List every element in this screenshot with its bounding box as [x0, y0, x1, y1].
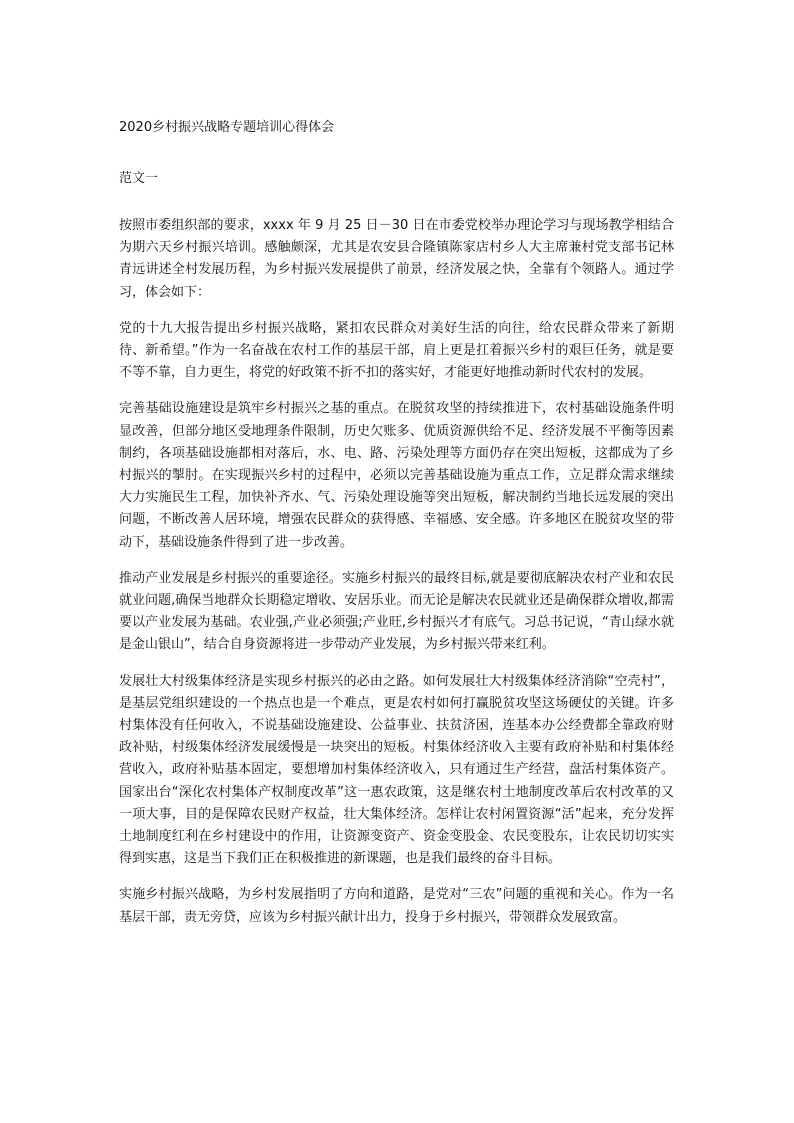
paragraph-infrastructure: 完善基础设施建设是筑牢乡村振兴之基的重点。在脱贫攻坚的持续推进下，农村基础设施条件明显改善，但部分地区受地理条件限制，历史欠账多、优质资源供给不足、经济发展不平衡等因素制约，各项基础设施都相对落后，水、电、路、污染处理等方面仍存在突出短板，这都成为了乡村振兴的掣肘。在实现振兴乡村的过程中，必须以完善基础设施为重点工作，立足群众需求继续大力实施民生工程，加快补齐水、气、污染处理设施等突出短板，解决制约当地长远发展的突出问题，不断改善人居环境，增强农民群众的获得感、幸福感、安全感。许多地区在脱贫攻坚的带动下，基础设施条件得到了进一步改善。 — [119, 401, 674, 550]
document-title: 2020乡村振兴战略专题培训心得体会 — [119, 120, 335, 135]
paragraph-strategy: 党的十九大报告提出乡村振兴战略，紧扣农民群众对美好生活的向往，给农民群众带来了新期待、新希望。”作为一名奋战在农村工作的基层干部，肩上更是扛着振兴乡村的艰巨任务，就是要不等不靠，自力更生，将党的好政策不折不扣的落实好，才能更好地推动新时代农村的发展。 — [119, 320, 674, 381]
document-body — [119, 118, 674, 943]
paragraph-collective-economy: 发展壮大村级集体经济是实现乡村振兴的必由之路。如何发展壮大村级集体经济消除“空壳村”，是基层党组织建设的一个热点也是一个难点，更是农村如何打赢脱贫攻坚这场硬仗的关键。许多村集体没有任何收入，不说基础设施建设、公益事业、扶贫济困，连基本办公经费都全靠政府财政补贴，村级集体经济发展缓慢是一块突出的短板。村集体经济收入主要有政府补贴和村集体经营收入，政府补贴基本固定，要想增加村集体经济收入，只有通过生产经营，盘活村集体资产。国家出台“深化农村集体产权制度改革”这一惠农政策，这是继农村土地制度改革后农村改革的又一项大事，目的是保障农民财产权益，壮大集体经济。怎样让农村闲置资源“活”起来，充分发挥土地制度红利在乡村建设中的作用，让资源变资产、资金变股金、农民变股东，让农民切切实实得到实惠，这是当下我们正在积极推进的新课题，也是我们最终的奋斗目标。 — [119, 673, 674, 867]
paragraph-industry: 推动产业发展是乡村振兴的重要途径。实施乡村振兴的最终目标,就是要彻底解决农村产业和农民就业问题,确保当地群众长期稳定增收、安居乐业。而无论是解决农民就业还是确保群众增收,都需要以产业发展为基础。农业强,产业必须强;产业旺,乡村振兴才有底气。习总书记说，“青山绿水就是金山银山”，结合自身资源将进一步带动产业发展，为乡村振兴带来红利。 — [119, 570, 674, 653]
section-label: 范文一 — [119, 171, 159, 186]
paragraph-conclusion: 实施乡村振兴战略，为乡村发展指明了方向和道路，是党对“三农”问题的重视和关心。作为一名基层干部，责无旁贷，应该为乡村振兴献计出力，投身于乡村振兴，带领群众发展致富。 — [119, 887, 674, 925]
paragraph-intro: 按照市委组织部的要求，xxxx 年 9 月 25 日－30 日在市委党校举办理论学习与现场教学相结合为期六天乡村振兴培训。感触颇深，尤其是农安县合隆镇陈家店村乡人大主席兼村党支部书记林青远讲述全村发展历程，为乡村振兴发展提供了前景，经济发展之快，全靠有个领路人。通过学习，体会如下： — [119, 218, 674, 300]
